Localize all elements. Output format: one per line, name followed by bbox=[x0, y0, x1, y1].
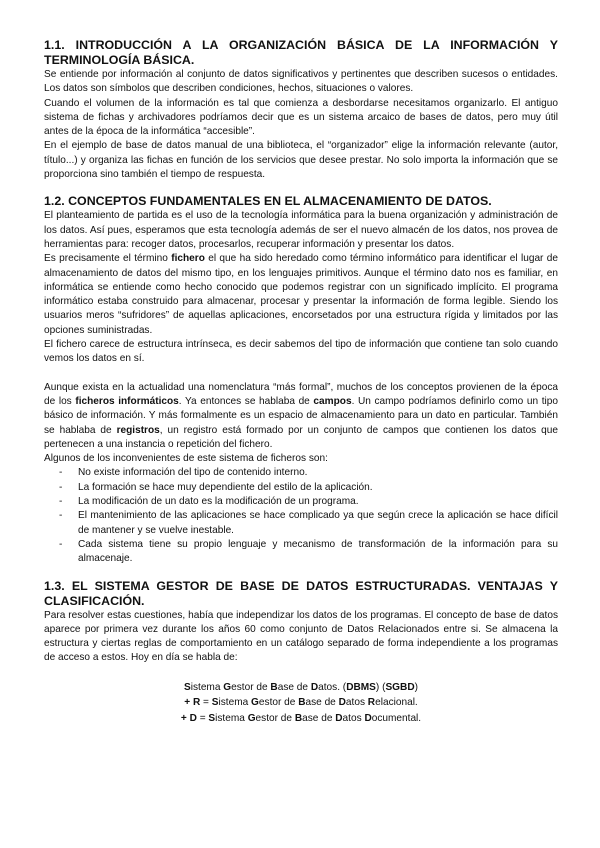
list-item: - Cada sistema tiene su propio lenguaje y mecanismo de transformación de la información para su almacenaje. bbox=[59, 538, 558, 565]
inconvenientes-list bbox=[44, 466, 558, 566]
definition-line-relacional: + R = Sistema Gestor de Base de Datos Relacional. bbox=[184, 697, 418, 709]
document-page bbox=[44, 38, 558, 726]
paragraph: Es precisamente el término fichero el que ha sido heredado como término informático para identificar el lugar de almacenamiento de datos del mismo tipo, en los lenguajes primitivos. Aunque el término dato nos es familiar, en informática se entiende como hecho conocido que podemos registrar con un significado implícito. El programa informático estaba construido para almacenar, procesar y presentar la información de forma legible. Siendo los usuarios meros “sufridores” de aquellas aplicaciones, encorsetados por una estructura rígida y limitados por las opciones suministradas. bbox=[44, 253, 558, 336]
paragraph: Para resolver estas cuestiones, había que independizar los datos de los programas. El concepto de base de datos aparece por primera vez durante los años 60 como conjunto de Datos Relacionados entre si. Se almacena la estructura y ciertas reglas de comportamiento en un catálogo separado de forma independiente a los programas de acceso a estos. Hoy en día se habla de: bbox=[44, 609, 558, 664]
paragraph: Se entiende por información al conjunto de datos significativos y pertinentes que describen sucesos o entidades. Los datos son símbolos que describen condiciones, hechos, situaciones o valores. bbox=[44, 69, 558, 95]
paragraph: Cuando el volumen de la información es tal que comienza a desbordarse necesitamos organizarlo. El antiguo sistema de fichas y archivadores podríamos decir que es un sistema arcaico de bases de datos, pero muy útil antes de la época de la informática “accesible”. bbox=[44, 97, 558, 138]
section-heading-1-2: 1.2. CONCEPTOS FUNDAMENTALES EN EL ALMACENAMIENTO DE DATOS. bbox=[44, 194, 492, 209]
term-registros: registros bbox=[116, 424, 160, 436]
definition-line-sgbd: Sistema Gestor de Base de Datos. (DBMS) (SGBD) bbox=[183, 681, 418, 693]
section-heading-1-1: 1.1. INTRODUCCIÓN A LA ORGANIZACIÓN BÁSICA DE LA INFORMACIÓN Y TERMINOLOGÍA BÁSICA. bbox=[44, 38, 558, 67]
definition-line-documental: + D = Sistema Gestor de Base de Datos Documental. bbox=[180, 712, 422, 724]
paragraph: El planteamiento de partida es el uso de la tecnología informática para la buena organización y administración de los datos. Así pues, esperamos que esta tecnología además de ser el nuevo almacén de los datos, nos provea de herramientas para: recoger datos, procesarlos, recuperar información y presentar los datos. bbox=[44, 210, 558, 250]
paragraph: Aunque exista en la actualidad una nomenclatura “más formal”, muchos de los conceptos provienen de la época de los ficheros informáticos. Ya entonces se hablaba de campos. Un campo podríamos definirlo como un tipo básico de información. Y más formalmente es un espacio de almacenamiento para un dato en particular. También se hablaba de registros, un registro está formado por un conjunto de campos que contienen los datos que pertenecen a una instancia o repetición del fichero. bbox=[44, 381, 558, 450]
term-campos: campos bbox=[313, 395, 352, 407]
paragraph: El fichero carece de estructura intrínseca, es decir sabemos del tipo de información que contiene tan solo cuando vemos los datos en sí. bbox=[44, 339, 558, 365]
list-item: - No existe información del tipo de contenido interno. bbox=[59, 467, 308, 479]
list-item: - La modificación de un dato es la modificación de un programa. bbox=[59, 496, 359, 508]
term-fichero: fichero bbox=[171, 253, 205, 265]
paragraph: En el ejemplo de base de datos manual de una biblioteca, el “organizador” elige la información relevante (autor, título...) y organiza las fichas en función de los servicios que desee prestar. No solo importa la información que se proporciona sino también el tiempo de respuesta. bbox=[44, 140, 558, 181]
term-ficheros-informaticos: ficheros informáticos bbox=[75, 395, 179, 407]
list-item: - El mantenimiento de las aplicaciones se hace complicado ya que según crece la aplicación se hace difícil de mantener y se vuelve inestable. bbox=[59, 510, 558, 536]
paragraph: Algunos de los inconvenientes de este sistema de ficheros son: bbox=[44, 453, 328, 465]
section-heading-1-3: 1.3. EL SISTEMA GESTOR DE BASE DE DATOS ESTRUCTURADAS. VENTAJAS Y CLASIFICACIÓN. bbox=[44, 578, 558, 608]
list-item: - La formación se hace muy dependiente del estilo de la aplicación. bbox=[59, 481, 373, 493]
